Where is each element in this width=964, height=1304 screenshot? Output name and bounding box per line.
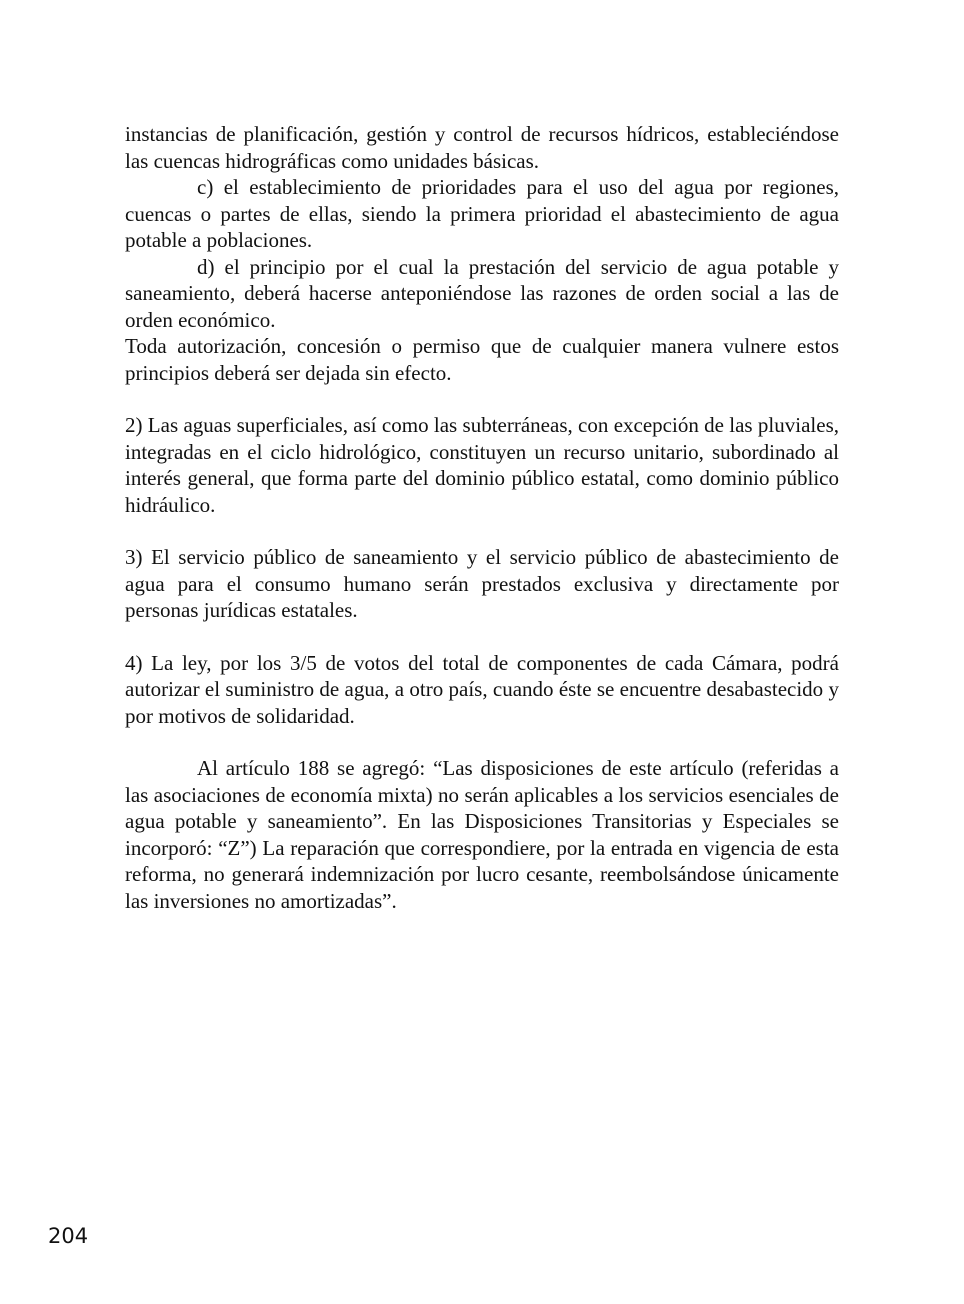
paragraph-authorization: Toda autorización, concesión o permiso que de cualquier manera vulnere estos principios deberá ser dejada sin efecto.	[125, 334, 839, 385]
page-body	[125, 121, 839, 914]
paragraph-point-2: 2) Las aguas superficiales, así como las subterráneas, con excepción de las pluviales, integradas en el ciclo hidrológico, constituyen un recurso unitario, subordinado al interés general, que forma parte del dominio público estatal, como dominio público hidráulico.	[125, 413, 839, 517]
paragraph-item-c: c) el establecimiento de prioridades para el uso del agua por regiones, cuencas o partes de ellas, siendo la primera prioridad el abastecimiento de agua potable a poblaciones.	[125, 175, 839, 252]
paragraph-point-4: 4) La ley, por los 3/5 de votos del total de componentes de cada Cámara, podrá autorizar el suministro de agua, a otro país, cuando éste se encuentre desabastecido y por motivos de solidaridad.	[125, 650, 839, 728]
page-number: 204	[48, 1224, 89, 1248]
paragraph-continuation: instancias de planificación, gestión y control de recursos hídricos, estableciéndose las cuencas hidrográficas como unidades básicas.	[125, 122, 839, 173]
paragraph-point-3: 3) El servicio público de saneamiento y el servicio público de abastecimiento de agua para el consumo humano serán prestados exclusiva y directamente por personas jurídicas estatales.	[125, 545, 839, 622]
paragraph-article-188: Al artículo 188 se agregó: “Las disposiciones de este artículo (referidas a las asociaciones de economía mixta) no serán aplicables a los servicios esenciales de agua potable y saneamiento”. En las Disposiciones Transitorias y Especiales se incorporó: “Z”) La reparación que correspondiere, por la entrada en vigencia de esta reforma, no generará indemnización por lucro cesante, reembolsándose únicamente las inversiones no amortizadas”.	[125, 756, 839, 913]
paragraph-item-d: d) el principio por el cual la prestación del servicio de agua potable y saneamiento, deberá hacerse anteponiéndose las razones de orden social a las de orden económico.	[125, 254, 839, 332]
